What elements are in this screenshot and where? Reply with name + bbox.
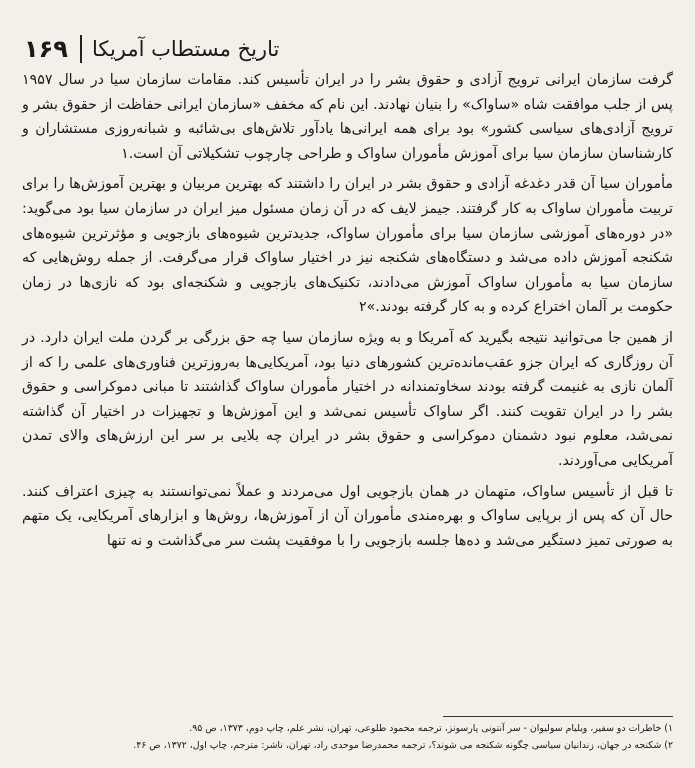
page-number: ۱۶۹ [24,35,68,63]
running-title: تاریخ مستطاب آمریکا [91,37,280,61]
footnote-2: ۲) شکنجه در جهان، زندانیان سیاسی چگونه شکنجه می شوند؟، ترجمه محمدرضا موحدی راد، تهران، ناشر: مترجم، چاپ اول، ۱۳۷۲، ص ۴۶. [133,740,673,751]
page-header [24,32,671,66]
paragraph-4: تا قبل از تأسیس ساواک، متهمان در همان بازجویی اول می‌مردند و عملاً نمی‌توانستند به چیزی اعتراف کنند. حال آن که پس از برپایی ساواک و بهره‌مندی مأموران آن از آموزش‌ها، روش‌ها و ابزارهای آمریکایی، یک متهم به صورتی تمیز دستگیر می‌شد و ده‌ها جلسه بازجویی را با موفقیت پشت سر می‌گذاشت و نه تنها [22,483,673,549]
body-text [22,68,673,553]
paragraph-2: مأموران سیا آن قدر دغدغه آزادی و حقوق بشر در ایران را داشتند که بهترین مربیان و بهترین آموزش‌ها را برای تربیت مأموران ساواک به کار گرفتند. جیمز لایف که در آن زمان مسئول میز ایران در سازمان سیا بود می‌گوید: «در دوره‌های آموزشی سازمان سیا برای مأموران ساواک، جدیدترین شیوه‌های بازجویی و مؤثرترین شیوه‌های شکنجه آموزش داده می‌شد و دستگاه‌های شکنجه نیز در اختیار ساواک قرار می‌گرفت. از جمله روش‌هایی که سازمان سیا به مأموران ساواک آموزش می‌دادند، تکنیک‌های بازجویی و شکنجه‌ای بود که نازی‌ها در زمان حکومت بر آلمان اختراع کرده و به کار گرفته بودند.»۲ [22,176,673,316]
paragraph-1: گرفت سازمان ایرانی ترویج آزادی و حقوق بشر را در ایران تأسیس کند. مقامات سازمان سیا در سال ۱۹۵۷ پس از جلب موافقت شاه «ساواک» را بنیان نهادند. این نام که مخفف «سازمان ایرانی حفاظت از حقوق بشر و ترویج آزادی‌های سیاسی کشور» بود برای همه ایرانی‌ها یادآور تلاش‌های بی‌شائبه و شبانه‌روزی مستشاران و کارشناسان سازمان سیا برای آموزش مأموران ساواک و طراحی چارچوب تشکیلاتی آن است.۱ [22,72,673,162]
footnote-1: ۱) خاطرات دو سفیر، ویلیام سولیوان - سر آنتونی پارسونز، ترجمه محمود طلوعی، تهران، نشر علم، چاپ دوم، ۱۳۷۳، ص ۹۵. [189,723,673,734]
paragraph-3: از همین جا می‌توانید نتیجه بگیرید که آمریکا و به ویژه سازمان سیا چه حق بزرگی بر گردن ملت ایران دارد. در آن روزگاری که ایران جزو عقب‌مانده‌ترین کشورهای دنیا بود، آمریکایی‌ها به‌روزترین فناوری‌های علمی را که از آلمان نازی به غنیمت گرفته بودند سخاوتمندانه در اختیار مأموران ساواک گذاشتند تا مبانی دموکراسی و حقوق بشر را در ایران تقویت کنند. اگر ساواک تأسیس نمی‌شد و این آموزش‌ها و تجهیزات در اختیار آن گذاشته نمی‌شد، معلوم نبود دشمنان دموکراسی و حقوق بشر در ایران چه بلایی بر سر این ارزش‌های والای تمدن آمریکایی می‌آوردند. [22,329,673,469]
header-divider [80,35,82,63]
footnotes [22,720,673,754]
footnote-divider [443,716,673,717]
